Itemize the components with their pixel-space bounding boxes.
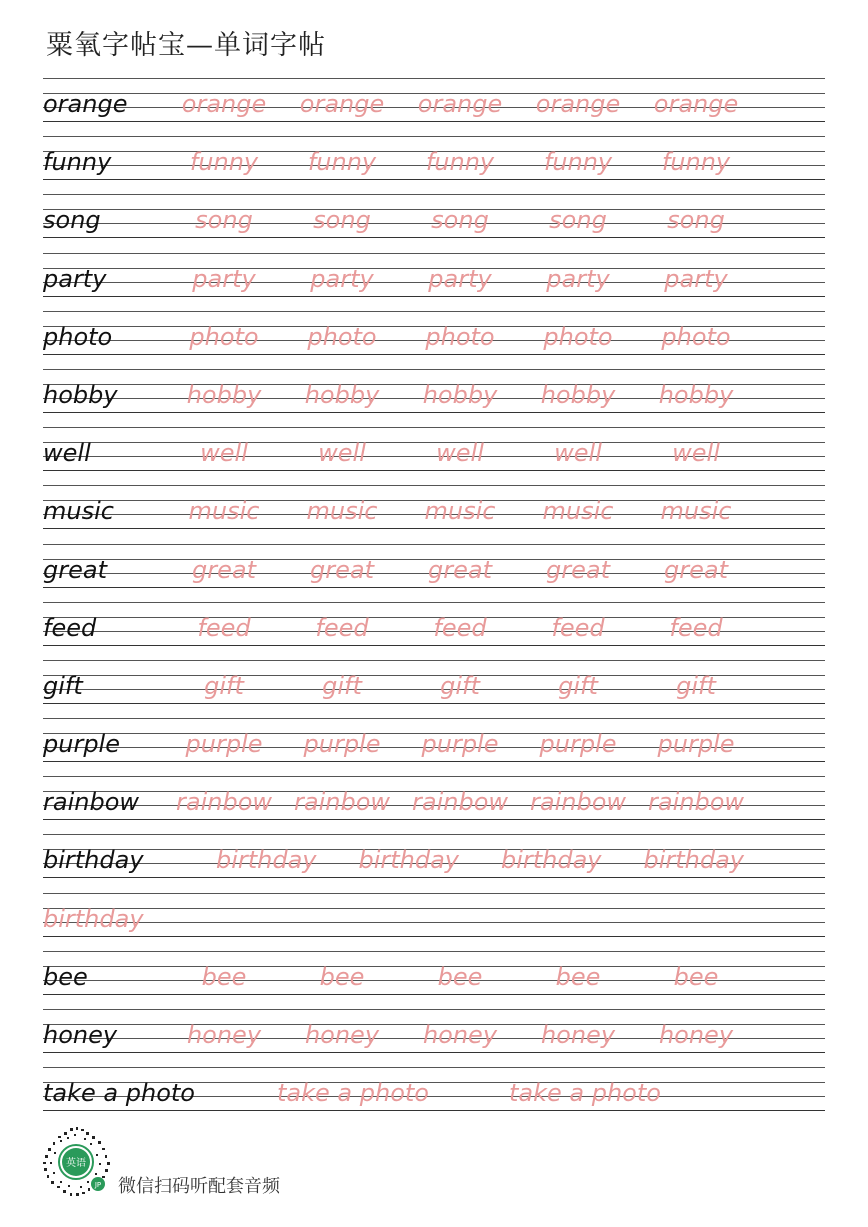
trace-word: photo <box>189 322 259 351</box>
footer <box>40 1126 440 1200</box>
trace-word: song <box>549 206 607 235</box>
word-line <box>43 1011 825 1049</box>
model-word: birthday <box>43 904 144 933</box>
trace-copies <box>165 265 825 293</box>
trace-word: funny <box>189 148 259 177</box>
guide-line <box>43 78 825 79</box>
trace-word: song <box>431 206 489 235</box>
word-line <box>43 953 825 991</box>
trace-copies <box>165 148 825 176</box>
trace-word: orange <box>653 90 739 118</box>
trace-word: great <box>310 555 374 584</box>
word-line <box>43 720 825 758</box>
trace-copies <box>165 90 825 118</box>
word-line <box>43 196 825 234</box>
trace-word: orange <box>417 90 503 118</box>
trace-word: birthday <box>643 846 745 875</box>
trace-word: take a photo <box>277 1079 429 1108</box>
copybook-row <box>43 893 825 951</box>
trace-word: party <box>428 264 492 293</box>
trace-word: rainbow <box>530 788 626 817</box>
model-word: feed <box>43 613 97 642</box>
guide-line <box>43 1052 825 1053</box>
trace-word: purple <box>303 730 381 759</box>
guide-line <box>43 718 825 719</box>
guide-line <box>43 194 825 195</box>
model-word: birthday <box>43 846 144 875</box>
trace-word: photo <box>661 322 731 351</box>
guide-line <box>43 528 825 529</box>
trace-word: purple <box>657 730 735 759</box>
model-word: gift <box>43 671 83 700</box>
trace-copies <box>165 206 825 234</box>
guide-line <box>43 1110 825 1111</box>
guide-line <box>43 893 825 894</box>
trace-word: bee <box>319 962 365 991</box>
trace-word: orange <box>299 90 385 118</box>
trace-copies <box>165 323 825 351</box>
trace-word: hobby <box>304 380 380 409</box>
trace-copies <box>165 730 825 758</box>
word-line <box>43 80 825 118</box>
copybook-row <box>43 253 825 311</box>
trace-word: gift <box>676 671 716 700</box>
trace-word: party <box>192 264 256 293</box>
trace-word: hobby <box>540 380 616 409</box>
guide-line <box>43 136 825 137</box>
word-line <box>43 662 825 700</box>
trace-word: great <box>428 555 492 584</box>
trace-word: take a photo <box>508 1079 661 1108</box>
trace-word: hobby <box>658 380 734 409</box>
trace-word: bee <box>555 962 601 991</box>
copybook-row <box>43 136 825 194</box>
guide-line <box>43 761 825 762</box>
trace-word: hobby <box>186 380 262 409</box>
trace-word: party <box>310 264 374 293</box>
copybook-row <box>43 776 825 834</box>
trace-word: music <box>306 497 378 526</box>
guide-line <box>43 354 825 355</box>
copybook-row <box>43 544 825 602</box>
trace-copies <box>165 963 825 991</box>
guide-line <box>43 485 825 486</box>
trace-word: great <box>664 555 728 584</box>
trace-word: photo <box>307 322 377 351</box>
trace-word: feed <box>551 613 605 642</box>
trace-word: rainbow <box>176 788 272 817</box>
trace-word: gift <box>440 671 480 700</box>
trace-word: party <box>546 264 610 293</box>
trace-word: feed <box>197 613 251 642</box>
trace-word: honey <box>304 1021 380 1049</box>
trace-word: rainbow <box>412 788 508 817</box>
word-line <box>43 778 825 816</box>
trace-copies <box>165 1021 825 1049</box>
trace-word: music <box>188 497 260 526</box>
trace-word: well <box>436 439 484 468</box>
guide-line <box>43 1067 825 1068</box>
trace-word: rainbow <box>648 788 744 817</box>
copybook-row <box>43 718 825 776</box>
guide-line <box>43 412 825 413</box>
trace-word: great <box>546 555 610 584</box>
trace-word: music <box>542 497 614 526</box>
guide-line <box>43 660 825 661</box>
trace-word: well <box>200 439 248 468</box>
guide-line <box>43 587 825 588</box>
word-line <box>43 313 825 351</box>
trace-copies <box>165 439 825 467</box>
guide-line <box>43 951 825 952</box>
copybook-row <box>43 1009 825 1067</box>
trace-copies <box>165 614 825 642</box>
trace-word: feed <box>315 613 369 642</box>
trace-copies <box>165 556 825 584</box>
guide-line <box>43 296 825 297</box>
guide-line <box>43 776 825 777</box>
trace-copies <box>165 381 825 409</box>
guide-line <box>43 121 825 122</box>
trace-word: birthday <box>215 846 317 875</box>
guide-line <box>43 470 825 471</box>
word-line <box>43 487 825 525</box>
trace-word: purple <box>539 730 617 759</box>
copybook-row <box>43 369 825 427</box>
word-line <box>43 546 825 584</box>
model-word: music <box>43 497 114 526</box>
model-word: hobby <box>43 380 118 409</box>
guide-line <box>43 1009 825 1010</box>
trace-word: song <box>195 206 253 235</box>
trace-word: music <box>424 497 496 526</box>
qr-corner-label: JP <box>94 1181 102 1189</box>
guide-line <box>43 237 825 238</box>
trace-word: gift <box>204 671 244 700</box>
copybook-row <box>43 311 825 369</box>
trace-word: well <box>318 439 366 468</box>
copybook-row <box>43 660 825 718</box>
trace-word: well <box>672 439 720 468</box>
trace-word: honey <box>658 1021 734 1049</box>
trace-word: orange <box>181 90 267 118</box>
trace-word: photo <box>425 322 495 351</box>
word-line <box>43 371 825 409</box>
qr-badge-label: 英语 <box>66 1158 86 1169</box>
model-word: rainbow <box>43 788 139 817</box>
copybook-row <box>43 485 825 543</box>
model-word: photo <box>43 322 113 351</box>
copybook-row <box>43 427 825 485</box>
word-line <box>43 1069 825 1107</box>
model-word: take a photo <box>43 1079 195 1108</box>
guide-line <box>43 179 825 180</box>
trace-word: feed <box>669 613 723 642</box>
trace-word: song <box>313 206 371 235</box>
footer-caption: 微信扫码听配套音频 <box>118 1176 280 1197</box>
trace-word: feed <box>433 613 487 642</box>
trace-word: funny <box>661 148 731 177</box>
model-word: song <box>43 206 101 235</box>
word-line <box>43 429 825 467</box>
trace-word: birthday <box>500 846 602 875</box>
copybook-sheet <box>43 78 825 1125</box>
trace-word: honey <box>186 1021 262 1049</box>
word-line <box>43 255 825 293</box>
trace-word: honey <box>422 1021 498 1049</box>
page-title: 粟氧字帖宝—单词字帖 <box>46 30 326 61</box>
trace-word: funny <box>425 148 495 177</box>
guide-line <box>43 253 825 254</box>
model-word: funny <box>43 148 112 177</box>
guide-line <box>43 877 825 878</box>
guide-line <box>43 544 825 545</box>
copybook-row <box>43 834 825 892</box>
trace-word: purple <box>421 730 499 759</box>
copybook-row <box>43 951 825 1009</box>
word-line <box>43 138 825 176</box>
trace-word: great <box>192 555 256 584</box>
copybook-row <box>43 1067 825 1125</box>
model-word: honey <box>43 1021 118 1049</box>
trace-word: gift <box>558 671 598 700</box>
trace-copies <box>195 846 825 874</box>
guide-line <box>43 834 825 835</box>
guide-line <box>43 427 825 428</box>
trace-word: bee <box>437 962 483 991</box>
trace-word: bee <box>201 962 247 991</box>
word-line <box>43 895 825 933</box>
trace-word: party <box>664 264 728 293</box>
guide-line <box>43 311 825 312</box>
trace-word: rainbow <box>294 788 390 817</box>
trace-word: birthday <box>358 846 460 875</box>
trace-word: funny <box>543 148 613 177</box>
guide-line <box>43 645 825 646</box>
model-word: purple <box>43 730 120 759</box>
trace-copies <box>165 788 825 816</box>
trace-copies <box>277 1079 825 1107</box>
trace-word: photo <box>543 322 613 351</box>
trace-word: orange <box>535 90 621 118</box>
word-line <box>43 836 825 874</box>
model-word: well <box>43 439 91 468</box>
guide-line <box>43 703 825 704</box>
guide-line <box>43 602 825 603</box>
guide-line <box>43 369 825 370</box>
model-word: bee <box>43 962 88 991</box>
trace-word: music <box>660 497 732 526</box>
guide-line <box>43 994 825 995</box>
guide-line <box>43 936 825 937</box>
copybook-row <box>43 78 825 136</box>
model-word: great <box>43 555 107 584</box>
trace-word: well <box>554 439 602 468</box>
trace-word: song <box>667 206 725 235</box>
model-word: party <box>43 264 107 293</box>
trace-word: gift <box>322 671 362 700</box>
copybook-row <box>43 602 825 660</box>
guide-line <box>43 819 825 820</box>
copybook-row <box>43 194 825 252</box>
trace-word: purple <box>185 730 263 759</box>
trace-word: bee <box>673 962 719 991</box>
word-line <box>43 604 825 642</box>
trace-copies <box>165 497 825 525</box>
trace-word: funny <box>307 148 377 177</box>
model-word: orange <box>43 90 128 118</box>
trace-word: hobby <box>422 380 498 409</box>
trace-word: honey <box>540 1021 616 1049</box>
trace-copies <box>165 672 825 700</box>
qr-code-icon[interactable] <box>40 1126 112 1198</box>
